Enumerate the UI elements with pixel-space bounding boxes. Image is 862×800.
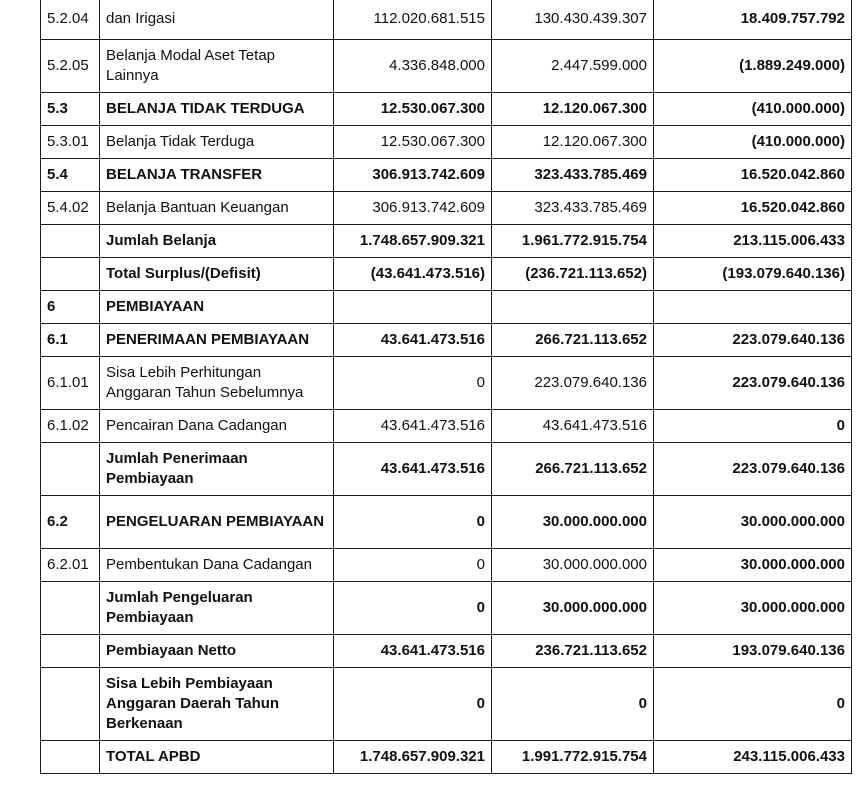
row-value-2: 12.120.067.300 — [492, 93, 654, 126]
row-value-3: 16.520.042.860 — [654, 159, 852, 192]
row-value-3: (1.889.249.000) — [654, 40, 852, 93]
row-code: 5.3.01 — [41, 126, 100, 159]
table-row — [41, 40, 852, 93]
row-value-1: 1.748.657.909.321 — [334, 741, 492, 774]
table-row — [41, 549, 852, 582]
row-description: Jumlah Penerimaan Pembiayaan — [100, 443, 334, 496]
apbd-table — [40, 0, 852, 774]
table-row — [41, 741, 852, 774]
row-code: 5.2.04 — [41, 0, 100, 40]
row-value-2: 323.433.785.469 — [492, 159, 654, 192]
row-value-1: 43.641.473.516 — [334, 443, 492, 496]
row-code — [41, 741, 100, 774]
row-value-3: 0 — [654, 668, 852, 741]
row-value-3: 0 — [654, 410, 852, 443]
row-value-1 — [334, 291, 492, 324]
row-description: Pencairan Dana Cadangan — [100, 410, 334, 443]
row-value-3: 30.000.000.000 — [654, 549, 852, 582]
row-value-1: 306.913.742.609 — [334, 159, 492, 192]
row-code: 6.1.02 — [41, 410, 100, 443]
row-description: Sisa Lebih Pembiayaan Anggaran Daerah Tahun Berkenaan — [100, 668, 334, 741]
row-value-2: 30.000.000.000 — [492, 549, 654, 582]
row-value-1: 12.530.067.300 — [334, 93, 492, 126]
row-code — [41, 635, 100, 668]
row-value-3: 30.000.000.000 — [654, 582, 852, 635]
row-code: 5.4 — [41, 159, 100, 192]
row-value-3: 223.079.640.136 — [654, 324, 852, 357]
row-value-2: 130.430.439.307 — [492, 0, 654, 40]
table-row — [41, 0, 852, 40]
row-description: Pembentukan Dana Cadangan — [100, 549, 334, 582]
table-row — [41, 258, 852, 291]
row-value-3: 213.115.006.433 — [654, 225, 852, 258]
row-value-2: 2.447.599.000 — [492, 40, 654, 93]
row-description: Belanja Bantuan Keuangan — [100, 192, 334, 225]
table-row — [41, 192, 852, 225]
table-row — [41, 324, 852, 357]
row-value-3: (410.000.000) — [654, 126, 852, 159]
row-value-1: 43.641.473.516 — [334, 324, 492, 357]
row-value-3: 223.079.640.136 — [654, 443, 852, 496]
row-value-3: 18.409.757.792 — [654, 0, 852, 40]
row-value-1: 306.913.742.609 — [334, 192, 492, 225]
row-value-3 — [654, 291, 852, 324]
row-value-2: 0 — [492, 668, 654, 741]
row-description: Belanja Tidak Terduga — [100, 126, 334, 159]
table-row — [41, 357, 852, 410]
row-description: Sisa Lebih Perhitungan Anggaran Tahun Sebelumnya — [100, 357, 334, 410]
row-value-2: 223.079.640.136 — [492, 357, 654, 410]
row-value-1: 43.641.473.516 — [334, 410, 492, 443]
row-description: Pembiayaan Netto — [100, 635, 334, 668]
table-row — [41, 159, 852, 192]
row-value-3: (410.000.000) — [654, 93, 852, 126]
row-code: 6.1 — [41, 324, 100, 357]
table-row — [41, 496, 852, 549]
row-value-2: 236.721.113.652 — [492, 635, 654, 668]
row-value-1: 0 — [334, 357, 492, 410]
row-value-2: 1.991.772.915.754 — [492, 741, 654, 774]
row-value-1: 112.020.681.515 — [334, 0, 492, 40]
row-code: 6 — [41, 291, 100, 324]
row-value-1: 0 — [334, 582, 492, 635]
row-value-1: 0 — [334, 496, 492, 549]
row-value-3: (193.079.640.136) — [654, 258, 852, 291]
row-value-3: 30.000.000.000 — [654, 496, 852, 549]
row-code: 6.2 — [41, 496, 100, 549]
table-row — [41, 225, 852, 258]
row-value-1: 1.748.657.909.321 — [334, 225, 492, 258]
table-row — [41, 126, 852, 159]
row-value-2: 43.641.473.516 — [492, 410, 654, 443]
row-value-2: 1.961.772.915.754 — [492, 225, 654, 258]
row-code: 5.4.02 — [41, 192, 100, 225]
table-row — [41, 410, 852, 443]
row-value-2: 30.000.000.000 — [492, 582, 654, 635]
row-value-1: 0 — [334, 549, 492, 582]
row-code: 6.2.01 — [41, 549, 100, 582]
row-value-3: 16.520.042.860 — [654, 192, 852, 225]
row-value-2 — [492, 291, 654, 324]
row-value-3: 193.079.640.136 — [654, 635, 852, 668]
row-description: TOTAL APBD — [100, 741, 334, 774]
row-value-1: 4.336.848.000 — [334, 40, 492, 93]
row-value-1: 0 — [334, 668, 492, 741]
row-description: Jumlah Pengeluaran Pembiayaan — [100, 582, 334, 635]
table-row — [41, 291, 852, 324]
table-row — [41, 93, 852, 126]
table-row — [41, 668, 852, 741]
table-row — [41, 635, 852, 668]
row-code: 5.3 — [41, 93, 100, 126]
row-value-2: 12.120.067.300 — [492, 126, 654, 159]
row-description: PENGELUARAN PEMBIAYAAN — [100, 496, 334, 549]
row-code: 5.2.05 — [41, 40, 100, 93]
row-description: Belanja Modal Aset Tetap Lainnya — [100, 40, 334, 93]
row-value-3: 243.115.006.433 — [654, 741, 852, 774]
row-description: Total Surplus/(Defisit) — [100, 258, 334, 291]
row-code: 6.1.01 — [41, 357, 100, 410]
row-description: PENERIMAAN PEMBIAYAAN — [100, 324, 334, 357]
row-value-2: 266.721.113.652 — [492, 443, 654, 496]
row-code — [41, 258, 100, 291]
row-code — [41, 225, 100, 258]
row-code — [41, 443, 100, 496]
row-code — [41, 582, 100, 635]
row-value-1: 12.530.067.300 — [334, 126, 492, 159]
row-value-2: 30.000.000.000 — [492, 496, 654, 549]
row-description: dan Irigasi — [100, 0, 334, 40]
row-description: BELANJA TRANSFER — [100, 159, 334, 192]
row-description: PEMBIAYAAN — [100, 291, 334, 324]
table-row — [41, 443, 852, 496]
apbd-table-body — [41, 0, 852, 774]
table-row — [41, 582, 852, 635]
row-value-2: 323.433.785.469 — [492, 192, 654, 225]
row-description: Jumlah Belanja — [100, 225, 334, 258]
row-value-1: 43.641.473.516 — [334, 635, 492, 668]
row-value-2: 266.721.113.652 — [492, 324, 654, 357]
row-value-1: (43.641.473.516) — [334, 258, 492, 291]
row-value-2: (236.721.113.652) — [492, 258, 654, 291]
row-description: BELANJA TIDAK TERDUGA — [100, 93, 334, 126]
row-value-3: 223.079.640.136 — [654, 357, 852, 410]
row-code — [41, 668, 100, 741]
